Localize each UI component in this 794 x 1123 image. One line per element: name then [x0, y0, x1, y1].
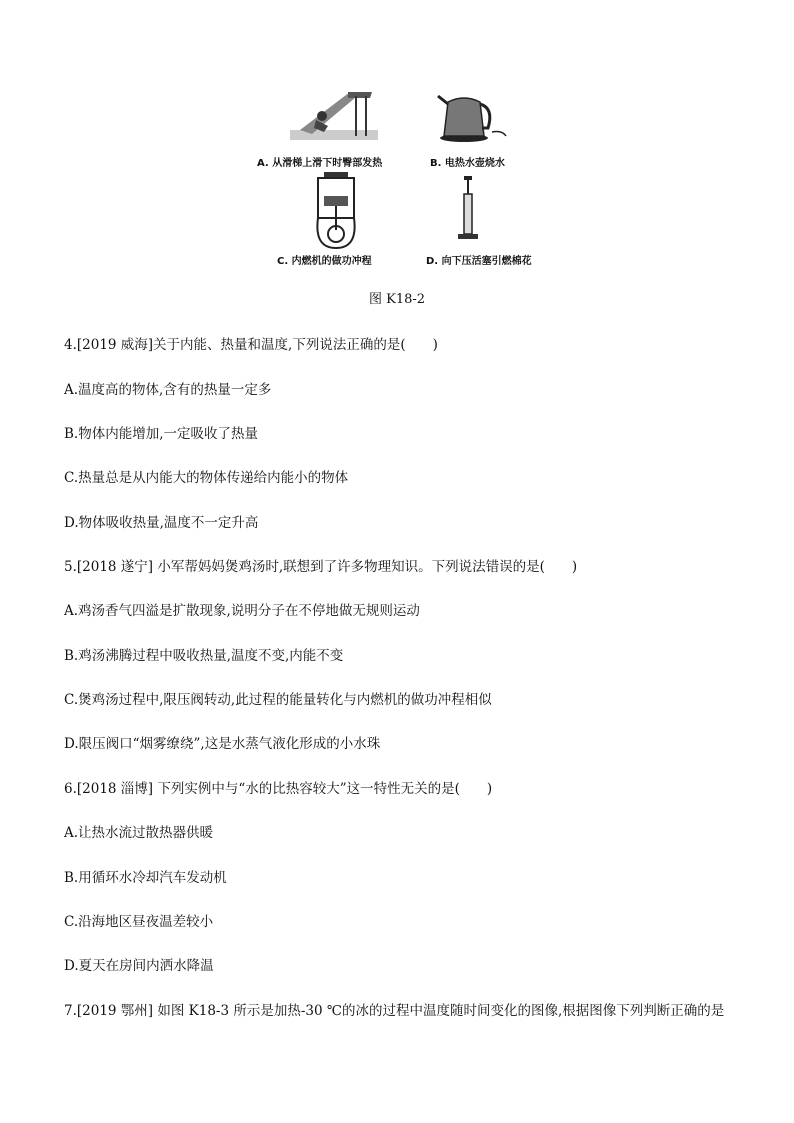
- question-6-stem: 6.[2018 淄博] 下列实例中与“水的比热容较大”这一特性无关的是( ): [64, 781, 493, 797]
- question-5-option-c: C.煲鸡汤过程中,限压阀转动,此过程的能量转化与内燃机的做功冲程相似: [64, 692, 492, 708]
- question-5-option-d: D.限压阀口“烟雾缭绕”,这是水蒸气液化形成的小水珠: [64, 736, 381, 752]
- question-4-option-b: B.物体内能增加,一定吸收了热量: [64, 426, 259, 442]
- question-4-stem: 4.[2019 威海]关于内能、热量和温度,下列说法正确的是( ): [64, 337, 438, 353]
- question-4-option-a: A.温度高的物体,含有的热量一定多: [64, 382, 272, 398]
- kettle-image: [436, 88, 514, 144]
- caption-b: B. 电热水壶烧水: [430, 158, 505, 169]
- figure-title: 图 K18-2: [368, 292, 426, 307]
- caption-c: C. 内燃机的做功冲程: [277, 256, 372, 267]
- engine-image: [314, 170, 358, 250]
- question-4-option-c: C.热量总是从内能大的物体传递给内能小的物体: [64, 470, 349, 486]
- caption-d: D. 向下压活塞引燃棉花: [426, 256, 532, 267]
- question-7-stem: 7.[2019 鄂州] 如图 K18-3 所示是加热-30 ℃的冰的过程中温度随时间变化的图像,根据图像下列判断正确的是: [64, 1003, 725, 1019]
- question-5-stem: 5.[2018 遂宁] 小军帮妈妈煲鸡汤时,联想到了许多物理知识。下列说法错误的是( ): [64, 559, 578, 575]
- question-4-option-d: D.物体吸收热量,温度不一定升高: [64, 515, 259, 531]
- caption-a: A. 从滑梯上滑下时臀部发热: [257, 158, 383, 169]
- slide-image: [290, 86, 378, 146]
- question-6-option-b: B.用循环水冷却汽车发动机: [64, 870, 227, 886]
- question-5-option-a: A.鸡汤香气四溢是扩散现象,说明分子在不停地做无规则运动: [64, 603, 420, 619]
- question-6-option-d: D.夏天在房间内洒水降温: [64, 958, 214, 974]
- question-6-option-c: C.沿海地区昼夜温差较小: [64, 914, 214, 930]
- question-5-option-b: B.鸡汤沸腾过程中吸收热量,温度不变,内能不变: [64, 648, 344, 664]
- fire-syringe-image: [456, 176, 480, 242]
- question-6-option-a: A.让热水流过散热器供暖: [64, 825, 214, 841]
